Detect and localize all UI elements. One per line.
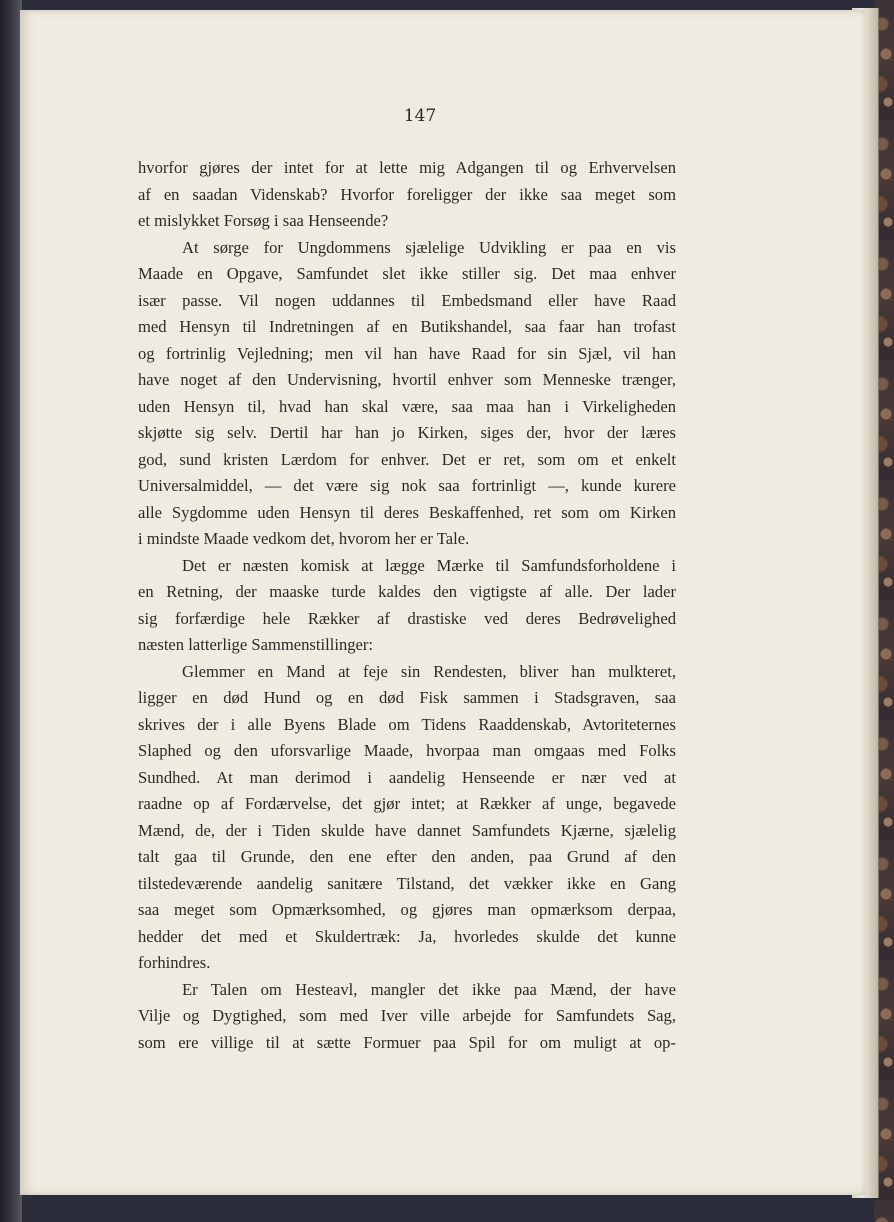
book-binding <box>0 0 22 1222</box>
text-line: Vilje og Dygtighed, som med Iver ville arbejde for Samfundets Sag, <box>138 1006 676 1025</box>
text-line: uden Hensyn til, hvad han skal være, saa maa han i Virkeligheden <box>138 396 676 416</box>
text-line: og fortrinlig Vejledning; men vil han have Raad for sin Sjæl, vil han <box>138 343 676 363</box>
text-line: tilstedeværende aandelig sanitære Tilstand, det vækker ikke en Gang <box>138 873 676 893</box>
text-line: ligger en død Hund og en død Fisk sammen i Stadsgraven, saa <box>138 688 676 707</box>
text-line: At sørge for Ungdommens sjælelige Udvikling er paa en vis <box>182 237 676 257</box>
text-line: med Hensyn til Indretningen af en Butikshandel, saa faar han trofast <box>138 317 676 336</box>
text-line: Er Talen om Hesteavl, mangler det ikke paa Mænd, der have <box>182 979 676 999</box>
text-line: især passe. Vil nogen uddannes til Embedsmand eller have Raad <box>138 290 676 310</box>
text-line: af en saadan Videnskab? Hvorfor foreligger der ikke saa meget som <box>138 184 676 204</box>
text-line: næsten latterlige Sammenstillinger: <box>138 635 374 654</box>
text-line: forhindres. <box>138 953 211 972</box>
text-line: Mænd, de, der i Tiden skulde have dannet Samfundets Kjærne, sjælelig <box>138 820 676 840</box>
text-line: Universalmiddel, — det være sig nok saa fortrinligt —, kunde kurere <box>138 476 676 495</box>
page-number: 147 <box>403 106 437 126</box>
text-line: i mindste Maade vedkom det, hvorom her er Tale. <box>138 529 470 548</box>
text-line: en Retning, der maaske turde kaldes den vigtigste af alle. Der lader <box>138 582 676 601</box>
text-line: et mislykket Forsøg i saa Henseende? <box>138 211 389 230</box>
text-line: saa meget som Opmærksomhed, og gjøres man opmærksom derpaa, <box>138 900 676 919</box>
text-line: god, sund kristen Lærdom for enhver. Det er ret, som om et enkelt <box>138 449 676 469</box>
text-line: talt gaa til Grunde, den ene efter den anden, paa Grund af den <box>138 847 676 866</box>
text-line: alle Sygdomme uden Hensyn til deres Beskaffenhed, ret som om Kirken <box>138 502 676 522</box>
text-line: sig forfærdige hele Rækker af drastiske ved deres Bedrøvelighed <box>138 608 676 628</box>
text-line: hedder det med et Skuldertræk: Ja, hvorledes skulde det kunne <box>138 926 676 946</box>
text-line: have noget af den Undervisning, hvortil enhver som Menneske trænger, <box>138 370 676 389</box>
body-text <box>138 155 676 1056</box>
text-line: Maade en Opgave, Samfundet slet ikke stiller sig. Det maa enhver <box>138 264 676 283</box>
text-line: Glemmer en Mand at feje sin Rendesten, bliver han mulkteret, <box>182 661 676 681</box>
text-line: hvorfor gjøres der intet for at lette mig Adgangen til og Erhvervelsen <box>138 158 676 177</box>
text-line: Det er næsten komisk at lægge Mærke til Samfundsforholdene i <box>182 555 676 575</box>
text-line: skjøtte sig selv. Dertil har han jo Kirken, siges der, hvor der læres <box>138 423 676 442</box>
text-line: Slaphed og den uforsvarlige Maade, hvorpaa man omgaas med Folks <box>138 741 676 760</box>
text-line: som ere villige til at sætte Formuer paa Spil for om muligt at op- <box>138 1032 676 1052</box>
text-line: Sundhed. At man derimod i aandelig Henseende er nær ved at <box>138 767 676 787</box>
text-line: skrives der i alle Byens Blade om Tidens Raaddenskab, Avtoriteternes <box>138 714 676 734</box>
book-page <box>20 10 865 1195</box>
text-line: raadne op af Fordærvelse, det gjør intet; at Rækker af unge, begavede <box>138 794 676 813</box>
